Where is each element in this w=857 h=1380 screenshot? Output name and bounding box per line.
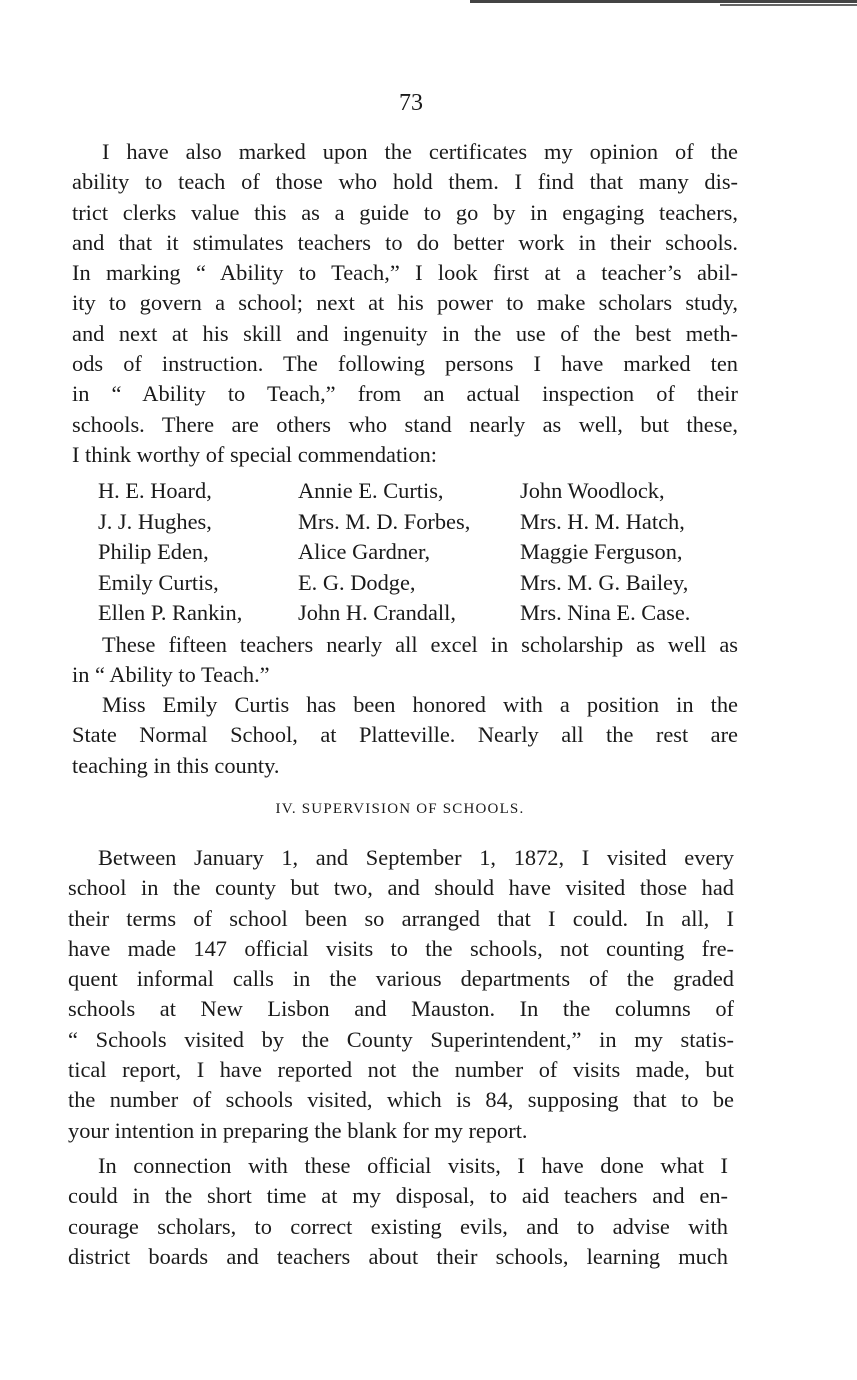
text-line: the number of schools visited, which is 84, supposing that to be — [68, 1087, 734, 1113]
text-line: school in the county but two, and should have visited those had — [68, 875, 734, 901]
text-line: I have also marked upon the certificates my opinion of the — [102, 139, 738, 164]
page-number: 73 — [399, 90, 423, 116]
teacher-name: Mrs. M. D. Forbes, — [298, 508, 471, 534]
text-line: “ Schools visited by the County Superintendent,” in my statis- — [68, 1026, 734, 1052]
paragraph-visits — [68, 843, 734, 1146]
teacher-name: Mrs. H. M. Hatch, — [520, 508, 685, 534]
text-line: ability to teach of those who hold them. I find that many dis- — [72, 169, 738, 195]
teacher-name: John Woodlock, — [520, 478, 665, 503]
text-line: quent informal calls in the various departments of the graded — [68, 966, 734, 992]
text-line: tical report, I have reported not the number of visits made, but — [68, 1057, 734, 1083]
text-line: teaching in this county. — [72, 752, 280, 778]
teacher-name: Ellen P. Rankin, — [98, 600, 243, 626]
text-line: In marking “ Ability to Teach,” I look first at a teacher’s abil- — [72, 260, 738, 286]
table-row — [98, 568, 740, 599]
section-heading: IV. SUPERVISION OF SCHOOLS. — [275, 801, 525, 817]
paragraph-fifteen-teachers — [72, 630, 738, 691]
table-row — [98, 476, 740, 507]
text-line: your intention in preparing the blank for my report. — [68, 1117, 528, 1143]
teacher-name: E. G. Dodge, — [298, 569, 416, 595]
teacher-name: J. J. Hughes, — [98, 508, 212, 534]
teacher-name: Annie E. Curtis, — [298, 478, 444, 503]
text-line: I think worthy of special commendation: — [72, 441, 438, 467]
text-line: and next at his skill and ingenuity in the use of the best meth- — [72, 320, 738, 346]
teacher-name: H. E. Hoard, — [98, 478, 212, 503]
text-line: Miss Emily Curtis has been honored with a position in the — [102, 692, 738, 717]
table-row — [98, 537, 740, 568]
text-line: district boards and teachers about their schools, learning much — [68, 1243, 728, 1269]
text-line: courage scholars, to correct existing evils, and to advise with — [68, 1213, 728, 1239]
text-line: in “ Ability to Teach,” from an actual inspection of their — [72, 381, 738, 407]
paragraph-emily-curtis — [72, 690, 738, 781]
teacher-name: Mrs. Nina E. Case. — [520, 600, 691, 626]
teacher-name: John H. Crandall, — [298, 600, 456, 626]
text-line: schools at New Lisbon and Mauston. In the columns of — [68, 996, 734, 1022]
teacher-name: Philip Eden, — [98, 539, 209, 565]
text-line: In connection with these official visits, I have done what I — [98, 1153, 728, 1178]
page-edge-line — [470, 0, 857, 3]
text-line: Between January 1, and September 1, 1872, I visited every — [98, 845, 734, 870]
text-line: in “ Ability to Teach.” — [72, 662, 270, 688]
text-line: trict clerks value this as a guide to go by in engaging teachers, — [72, 199, 738, 225]
paragraph-official-visits — [68, 1151, 728, 1272]
text-line: schools. There are others who stand nearly as well, but these, — [72, 411, 738, 437]
text-line: These fifteen teachers nearly all excel in scholarship as well as — [102, 632, 738, 657]
paragraph-certificates — [72, 137, 738, 470]
text-line: ity to govern a school; next at his power to make scholars study, — [72, 290, 738, 316]
text-line: ods of instruction. The following persons I have marked ten — [72, 351, 738, 377]
teacher-name: Mrs. M. G. Bailey, — [520, 569, 689, 595]
teacher-names-table — [98, 476, 740, 629]
teacher-name: Maggie Ferguson, — [520, 539, 683, 565]
table-row — [98, 507, 740, 538]
text-line: could in the short time at my disposal, to aid teachers and en- — [68, 1183, 728, 1209]
text-line: have made 147 official visits to the schools, not counting fre- — [68, 935, 734, 961]
text-line: State Normal School, at Platteville. Nearly all the rest are — [72, 722, 738, 748]
text-line: and that it stimulates teachers to do better work in their schools. — [72, 229, 738, 255]
page-edge-line — [720, 4, 857, 6]
text-line: their terms of school been so arranged that I could. In all, I — [68, 905, 734, 931]
table-row — [98, 598, 740, 629]
teacher-name: Alice Gardner, — [298, 539, 431, 565]
teacher-name: Emily Curtis, — [98, 569, 219, 595]
